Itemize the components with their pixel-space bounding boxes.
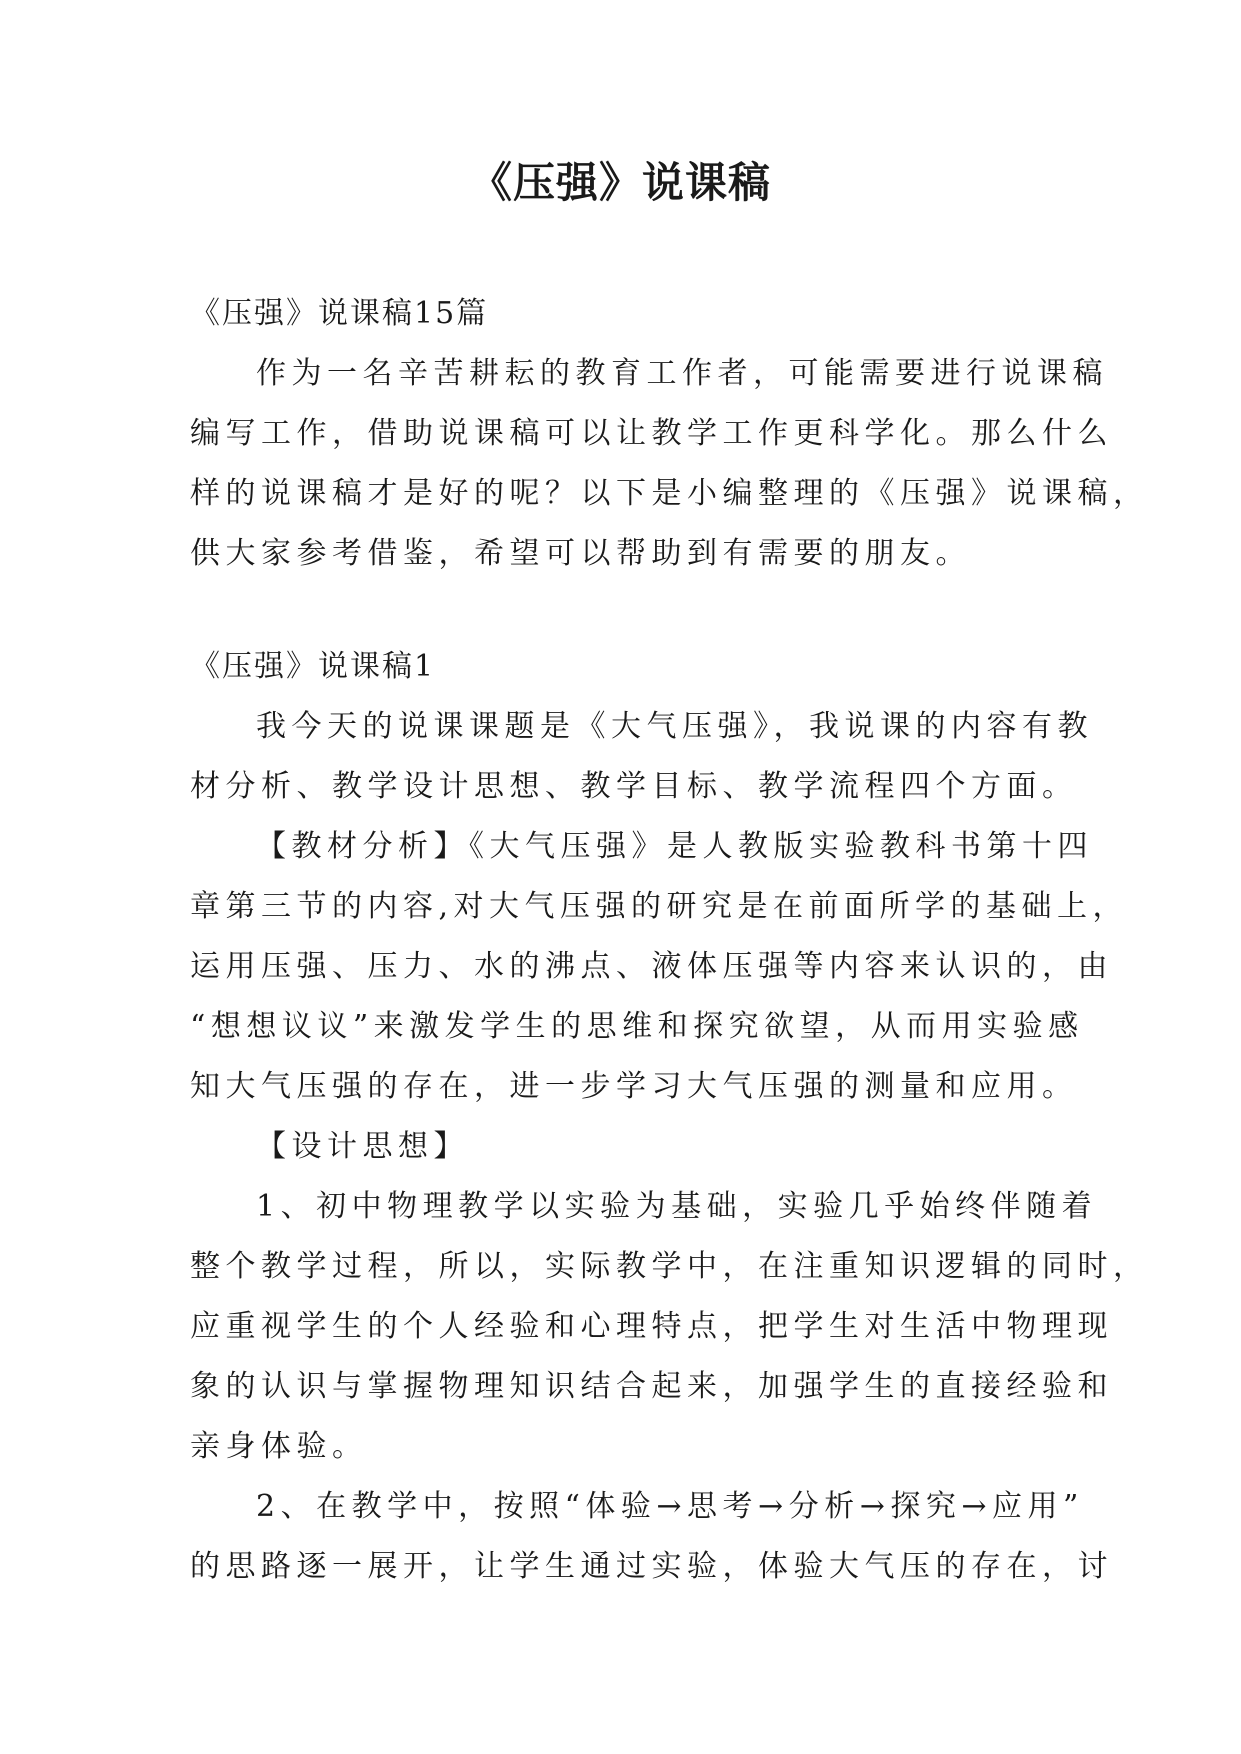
text-line: 整个教学过程，所以，实际教学中，在注重知识逻辑的同时， — [190, 1249, 1149, 1284]
text-line: 象的认识与掌握物理知识结合起来，加强学生的直接经验和 — [190, 1369, 1113, 1404]
text-line: 材分析、教学设计思想、教学目标、教学流程四个方面。 — [190, 769, 1078, 804]
text-line: 的思路逐一展开，让学生通过实验，体验大气压的存在，讨 — [190, 1549, 1113, 1584]
text-line: 编写工作，借助说课稿可以让教学工作更科学化。那么什么 — [190, 416, 1113, 451]
text-line: 作为一名辛苦耕耘的教育工作者，可能需要进行说课稿 — [256, 356, 1108, 391]
text-line: 运用压强、压力、水的沸点、液体压强等内容来认识的，由 — [190, 949, 1113, 984]
text-line: 《压强》说课稿1 — [190, 649, 436, 684]
document-title: 《压强》说课稿 — [469, 158, 771, 207]
text-line: 应重视学生的个人经验和心理特点，把学生对生活中物理现 — [190, 1309, 1113, 1344]
text-line: 样的说课稿才是好的呢？以下是小编整理的《压强》说课稿， — [190, 476, 1149, 511]
text-line: 亲身体验。 — [190, 1429, 368, 1464]
text-line: 【教材分析】《大气压强》是人教版实验教科书第十四 — [256, 829, 1093, 864]
text-line: 2、在教学中，按照“体验→思考→分析→探究→应用” — [256, 1489, 1084, 1524]
text-line: “想想议议”来激发学生的思维和探究欲望，从而用实验感 — [190, 1009, 1084, 1044]
text-line: 供大家参考借鉴，希望可以帮助到有需要的朋友。 — [190, 536, 971, 571]
text-line: 1、初中物理教学以实验为基础，实验几乎始终伴随着 — [256, 1189, 1098, 1224]
text-line: 我今天的说课课题是《大气压强》，我说课的内容有教 — [256, 709, 1093, 744]
text-line: 【设计思想】 — [256, 1129, 469, 1164]
text-line: 知大气压强的存在，进一步学习大气压强的测量和应用。 — [190, 1069, 1078, 1104]
text-line: 章第三节的内容,对大气压强的研究是在前面所学的基础上， — [190, 889, 1129, 924]
text-line: 《压强》说课稿15篇 — [190, 296, 489, 331]
